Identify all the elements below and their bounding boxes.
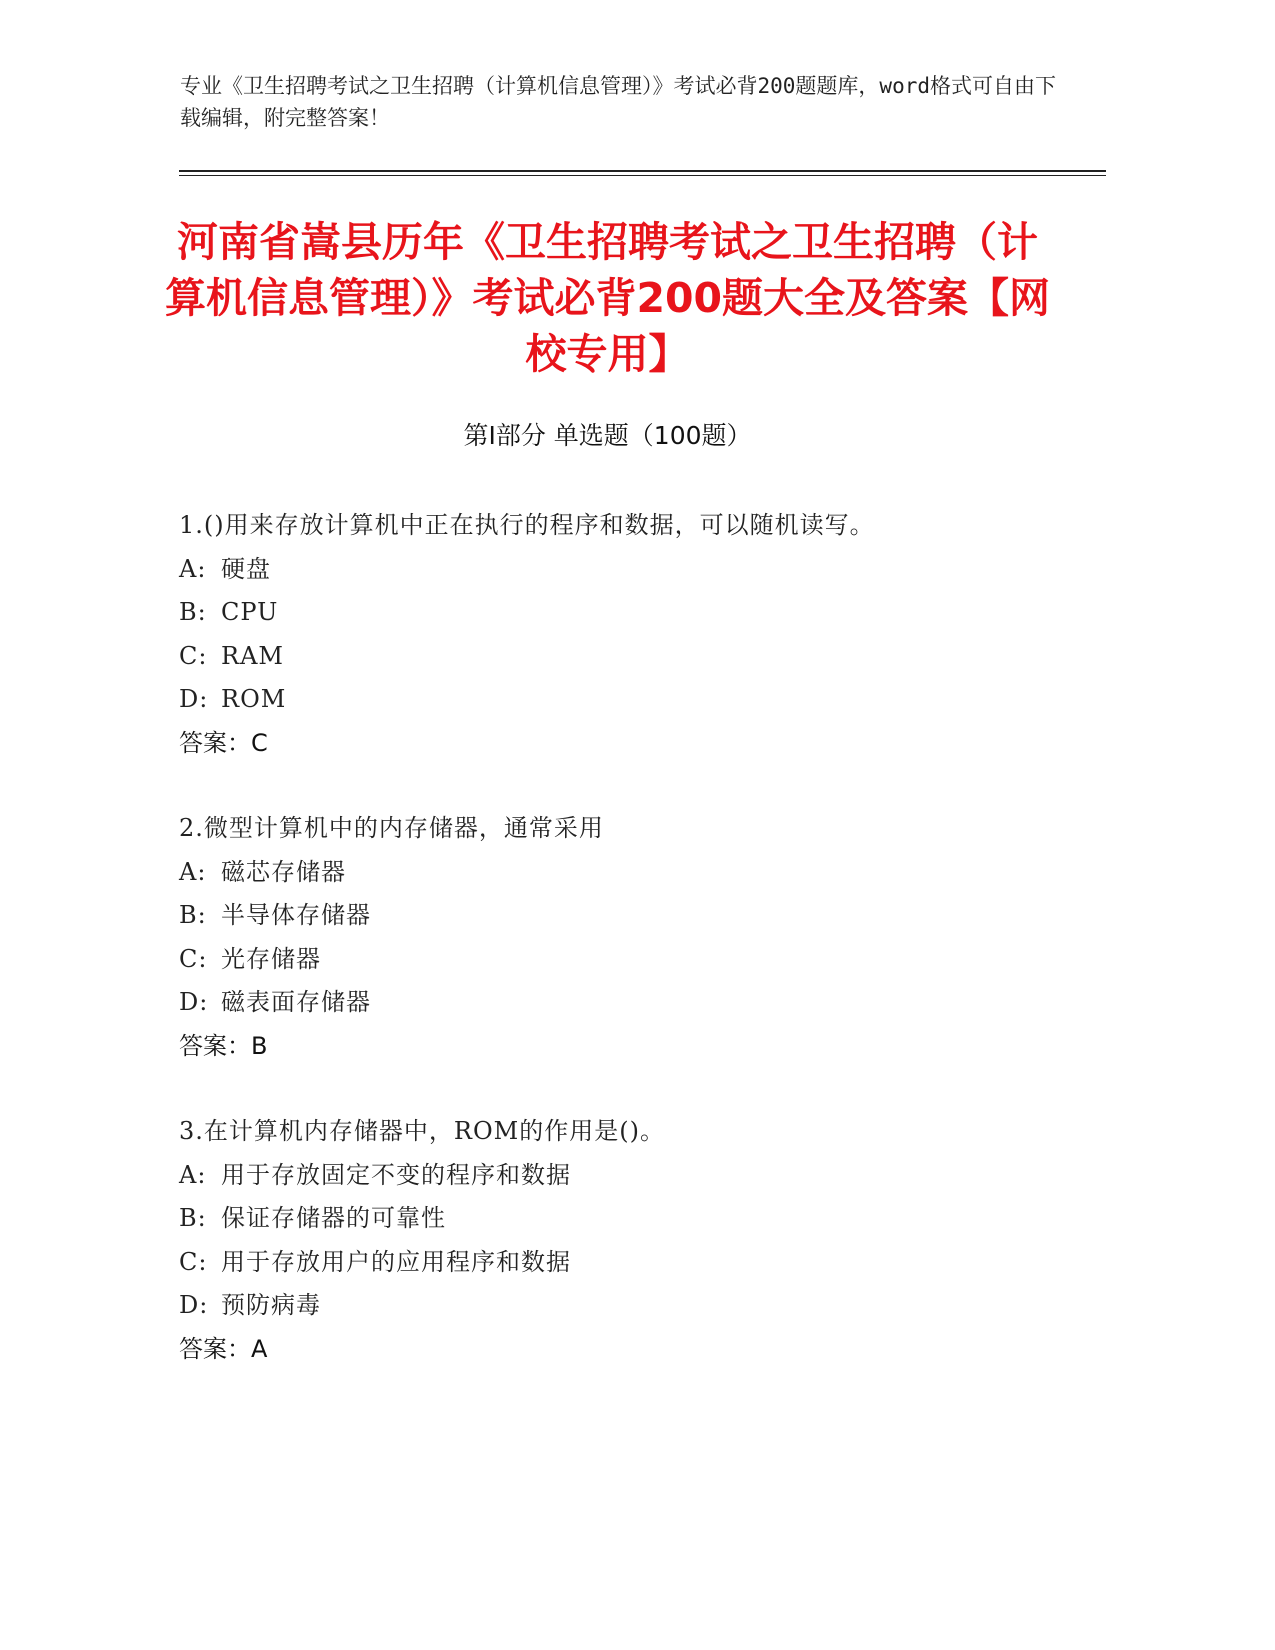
option-a	[179, 548, 1109, 592]
answer-line: 答案：C	[179, 728, 268, 757]
question-1	[179, 504, 1109, 765]
option-letter: C:	[179, 944, 208, 973]
question-list	[179, 504, 1109, 1413]
document-title: 河南省嵩县历年《卫生招聘考试之卫生招聘（计算机信息管理）》考试必背200题大全及答案【网校专用】	[164, 218, 1051, 378]
option-text: RAM	[221, 641, 284, 670]
option-text: 磁表面存储器	[221, 988, 371, 1016]
option-letter: A:	[179, 1160, 207, 1189]
option-text: 用于存放固定不变的程序和数据	[221, 1160, 571, 1189]
option-letter: B:	[179, 901, 207, 929]
option-text: 保证存储器的可靠性	[221, 1204, 446, 1232]
answer-line: 答案：B	[179, 1031, 268, 1060]
question-2	[179, 807, 1109, 1068]
option-text: 硬盘	[221, 554, 271, 583]
option-text: ROM	[221, 685, 287, 713]
option-text: 用于存放用户的应用程序和数据	[221, 1247, 571, 1276]
option-letter: A:	[179, 554, 207, 583]
header-note: 专业《卫生招聘考试之卫生招聘（计算机信息管理）》考试必背200题题库，word格式可自由下载编辑，附完整答案！	[180, 74, 1056, 130]
option-letter: D:	[179, 988, 209, 1016]
option-text: 光存储器	[221, 944, 321, 973]
option-text: 半导体存储器	[221, 901, 371, 929]
answer-line: 答案：A	[179, 1334, 268, 1363]
option-letter: C:	[179, 1247, 208, 1276]
question-stem: 3.在计算机内存储器中，ROM的作用是()。	[179, 1117, 665, 1145]
option-c	[179, 938, 1109, 982]
option-d	[179, 1284, 1109, 1328]
option-b	[179, 591, 1109, 635]
option-a	[179, 851, 1109, 895]
option-letter: C:	[179, 641, 208, 670]
option-c	[179, 1241, 1109, 1285]
header-rule-thin	[179, 175, 1106, 176]
option-letter: A:	[179, 857, 207, 886]
option-letter: B:	[179, 598, 207, 626]
option-letter: B:	[179, 1204, 207, 1232]
header-rule-thick	[179, 170, 1106, 172]
question-3	[179, 1110, 1109, 1371]
option-b	[179, 1197, 1109, 1241]
option-d	[179, 678, 1109, 722]
option-letter: D:	[179, 685, 209, 713]
question-stem: 1.()用来存放计算机中正在执行的程序和数据，可以随机读写。	[179, 511, 875, 539]
question-stem: 2.微型计算机中的内存储器，通常采用	[179, 814, 604, 842]
option-d	[179, 981, 1109, 1025]
option-a	[179, 1154, 1109, 1198]
option-b	[179, 894, 1109, 938]
option-text: 磁芯存储器	[221, 857, 346, 886]
section-title: 第Ⅰ部分 单选题（100题）	[463, 421, 752, 450]
option-letter: D:	[179, 1291, 209, 1319]
option-text: 预防病毒	[221, 1291, 321, 1319]
option-c	[179, 635, 1109, 679]
option-text: CPU	[221, 598, 279, 626]
